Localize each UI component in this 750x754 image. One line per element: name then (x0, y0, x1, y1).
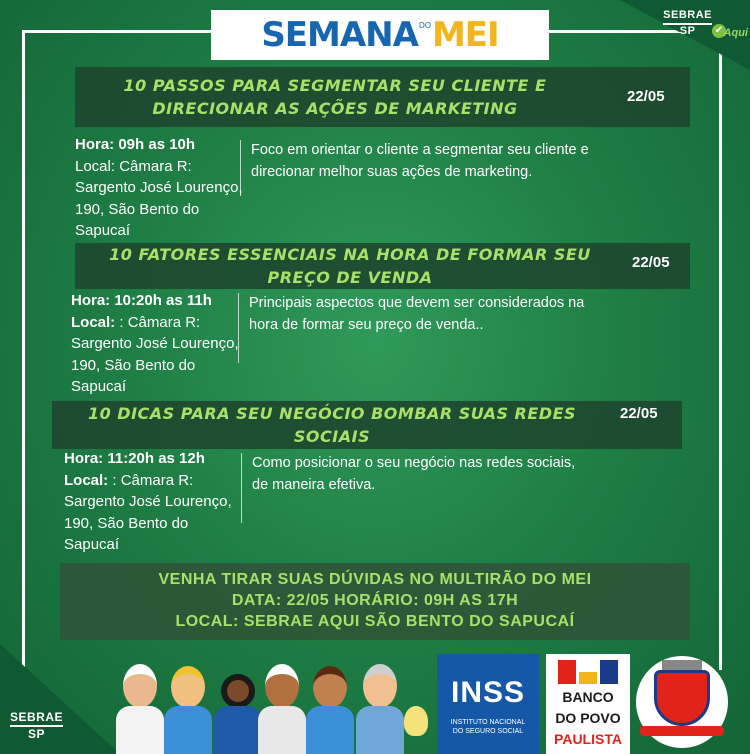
banner-semana: SEMANA (261, 15, 418, 55)
event-1-title-bar (75, 67, 690, 127)
semana-do-mei-banner (211, 10, 549, 60)
event-3-title-bar (52, 401, 682, 449)
sao-bento-do-sapucai-crest (636, 656, 728, 748)
person-afro-illustration (214, 674, 262, 754)
event-1-description: Foco em orientar o cliente a segmentar seu cliente e direcionar melhor suas ações de marketing. (240, 140, 589, 196)
inss-logo: INSS INSTITUTO NACIONAL DO SEGURO SOCIAL (437, 654, 539, 754)
event-3-local-label: Local: (64, 471, 109, 489)
check-icon: ✔ (712, 24, 726, 38)
event-2-hora: Hora: 10:20h as 11h (71, 292, 212, 309)
entrepreneurs-illustration (108, 655, 438, 754)
footer-line-3: LOCAL: SEBRAE AQUI SÃO BENTO DO SAPUCAÍ (175, 613, 575, 630)
footer-line-2: DATA: 22/05 HORÁRIO: 09H AS 17H (231, 592, 519, 609)
event-3-date: 22/05 (620, 405, 658, 422)
person-worker-illustration (356, 664, 404, 754)
person-baker-illustration (258, 664, 306, 754)
event-1-date: 22/05 (627, 88, 665, 105)
event-1-title: 10 PASSOS PARA SEGMENTAR SEU CLIENTE E DIRECIONAR AS AÇÕES DE MARKETING (123, 76, 547, 118)
event-1-local-label: Local: (75, 157, 116, 175)
event-1-hora: Hora: 09h as 10h (75, 136, 196, 153)
banner-mei: MEI (431, 15, 499, 55)
event-3-hora: Hora: 11:20h as 12h (64, 450, 205, 467)
footer-line-1: VENHA TIRAR SUAS DÚVIDAS NO MULTIRÃO DO MEI (158, 571, 592, 588)
event-2-title: 10 FATORES ESSENCIAIS NA HORA DE FORMAR SEU PREÇO DE VENDA (109, 245, 591, 287)
person-woman-illustration (306, 666, 354, 754)
person-chef-illustration (116, 664, 164, 754)
event-2-date: 22/05 (632, 254, 670, 271)
event-1-details: Hora: 09h as 10h Local: Câmara R: Sargento José Lourenço, 190, São Bento do Sapucaí (75, 136, 243, 239)
event-3-title: 10 DICAS PARA SEU NEGÓCIO BOMBAR SUAS REDES SOCIAIS (87, 404, 577, 446)
event-2-title-bar (75, 243, 690, 289)
event-3-description: Como posicionar o seu negócio nas redes sociais, de maneira efetiva. (241, 453, 575, 523)
banco-do-povo-mark (546, 660, 630, 684)
event-2-description: Principais aspectos que devem ser considerados na hora de formar seu preço de venda.. (238, 293, 584, 363)
event-2-details: Hora: 10:20h as 11h Local: : Câmara R: Sargento José Lourenço, 190, São Bento do Sapucaí (71, 292, 239, 395)
banner-do: DO (418, 20, 431, 30)
sebrae-sp-logo-bottom: SEBRAE SP (10, 710, 64, 741)
multirao-footer (60, 563, 690, 640)
banco-do-povo-logo: BANCO DO POVO PAULISTA (546, 654, 630, 754)
sebrae-aqui-label: Aqui (723, 27, 748, 39)
sebrae-sp-logo-top: SEBRAE SP (663, 9, 712, 37)
event-2-local-label: Local: (71, 313, 116, 331)
person-blonde-illustration (164, 666, 212, 754)
event-3-details: Hora: 11:20h as 12h Local: : Câmara R: Sargento José Lourenço, 190, São Bento do Sapucaí (64, 450, 232, 553)
lightbulb-icon (404, 706, 428, 736)
